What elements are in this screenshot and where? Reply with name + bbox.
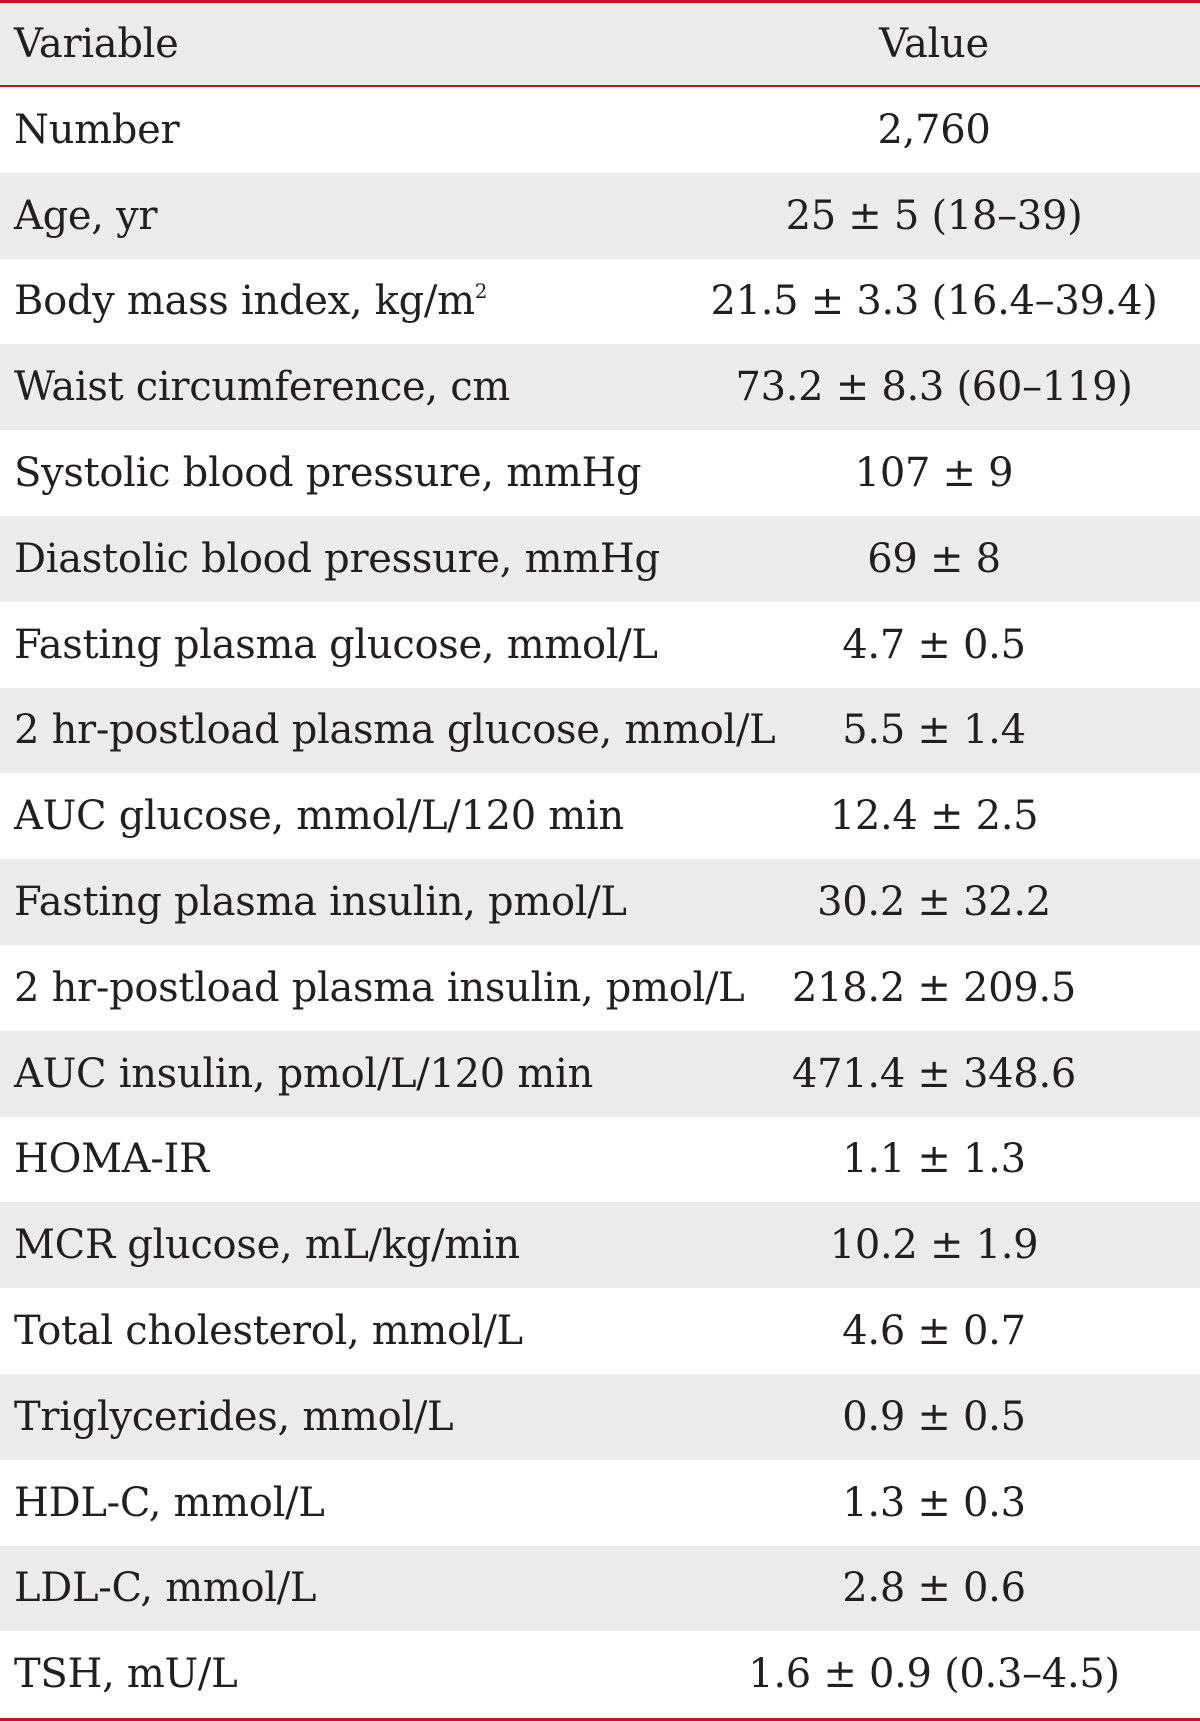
table-row [0, 1031, 1200, 1117]
table-row [0, 516, 1200, 602]
table-row [0, 945, 1200, 1031]
row-variable [14, 1460, 325, 1546]
header-value: Value [879, 21, 989, 67]
row-variable-text: Number [14, 106, 180, 153]
row-value: 2.8 ± 0.6 [842, 1565, 1026, 1612]
row-variable [14, 173, 157, 259]
row-variable [14, 1631, 237, 1717]
row-value: 107 ± 9 [854, 450, 1014, 497]
row-variable-text: HDL-C, mmol/L [14, 1479, 325, 1526]
table-header [0, 3, 1200, 85]
row-variable-text: Waist circumference, cm [14, 364, 510, 411]
row-variable [14, 344, 510, 430]
row-value: 73.2 ± 8.3 (60–119) [735, 364, 1133, 411]
row-value: 25 ± 5 (18–39) [785, 192, 1083, 239]
row-variable [14, 516, 660, 602]
row-value: 10.2 ± 1.9 [829, 1222, 1039, 1269]
row-variable-text: 2 hr-postload plasma insulin, pmol/L [14, 964, 745, 1011]
row-variable [14, 773, 624, 859]
table-row [0, 87, 1200, 173]
row-variable [14, 945, 744, 1031]
row-variable-text: Body mass index, kg/m [14, 278, 475, 325]
row-variable-text: Fasting plasma insulin, pmol/L [14, 879, 627, 926]
row-variable [14, 688, 775, 774]
row-variable [14, 1031, 593, 1117]
row-variable-text: HOMA-IR [14, 1136, 209, 1183]
row-value: 30.2 ± 32.2 [817, 879, 1051, 926]
row-value: 1.3 ± 0.3 [842, 1479, 1026, 1526]
row-variable [14, 1288, 523, 1374]
table-row [0, 1202, 1200, 1288]
row-variable [14, 87, 179, 173]
row-value: 5.5 ± 1.4 [842, 707, 1026, 754]
row-variable-text: Systolic blood pressure, mmHg [14, 450, 642, 497]
table-row [0, 1117, 1200, 1203]
row-value: 471.4 ± 348.6 [791, 1050, 1077, 1097]
row-value: 1.6 ± 0.9 (0.3–4.5) [748, 1651, 1120, 1698]
row-variable [14, 859, 627, 945]
row-variable [14, 1546, 316, 1632]
row-variable [14, 430, 641, 516]
row-variable [14, 602, 658, 688]
table-row [0, 1374, 1200, 1460]
row-variable-text: TSH, mU/L [14, 1651, 238, 1698]
row-variable-text: Total cholesterol, mmol/L [14, 1308, 523, 1355]
row-variable-text: LDL-C, mmol/L [14, 1565, 317, 1612]
row-variable-text: Fasting plasma glucose, mmol/L [14, 621, 658, 668]
row-variable-text: Diastolic blood pressure, mmHg [14, 535, 660, 582]
table-row [0, 173, 1200, 259]
table-row [0, 1546, 1200, 1632]
row-value: 4.6 ± 0.7 [842, 1308, 1026, 1355]
row-value: 21.5 ± 3.3 (16.4–39.4) [710, 278, 1158, 325]
row-value: 1.1 ± 1.3 [842, 1136, 1026, 1183]
row-variable-text: AUC insulin, pmol/L/120 min [14, 1050, 593, 1097]
table-row [0, 1460, 1200, 1546]
row-value: 4.7 ± 0.5 [842, 621, 1026, 668]
table-row [0, 773, 1200, 859]
row-variable [14, 1117, 209, 1203]
row-variable-text: Triglycerides, mmol/L [14, 1393, 454, 1440]
table-row [0, 602, 1200, 688]
row-value: 218.2 ± 209.5 [791, 964, 1077, 1011]
row-value: 0.9 ± 0.5 [842, 1393, 1026, 1440]
table-row [0, 1631, 1200, 1717]
table-row [0, 430, 1200, 516]
table-row [0, 859, 1200, 945]
table-row [0, 688, 1200, 774]
row-variable-superscript: 2 [474, 279, 488, 304]
row-variable-text: AUC glucose, mmol/L/120 min [14, 793, 624, 840]
row-variable [14, 259, 487, 345]
table-row [0, 344, 1200, 430]
header-variable: Variable [14, 21, 179, 67]
row-variable [14, 1374, 453, 1460]
row-variable [14, 1202, 520, 1288]
row-variable-text: 2 hr-postload plasma glucose, mmol/L [14, 707, 776, 754]
row-value: 69 ± 8 [867, 535, 1001, 582]
row-value: 12.4 ± 2.5 [829, 793, 1039, 840]
table-row [0, 1288, 1200, 1374]
table-row [0, 259, 1200, 345]
table-bottom-rule [0, 1718, 1200, 1721]
row-variable-text: MCR glucose, mL/kg/min [14, 1222, 520, 1269]
row-value: 2,760 [877, 106, 991, 153]
row-variable-text: Age, yr [14, 192, 158, 239]
